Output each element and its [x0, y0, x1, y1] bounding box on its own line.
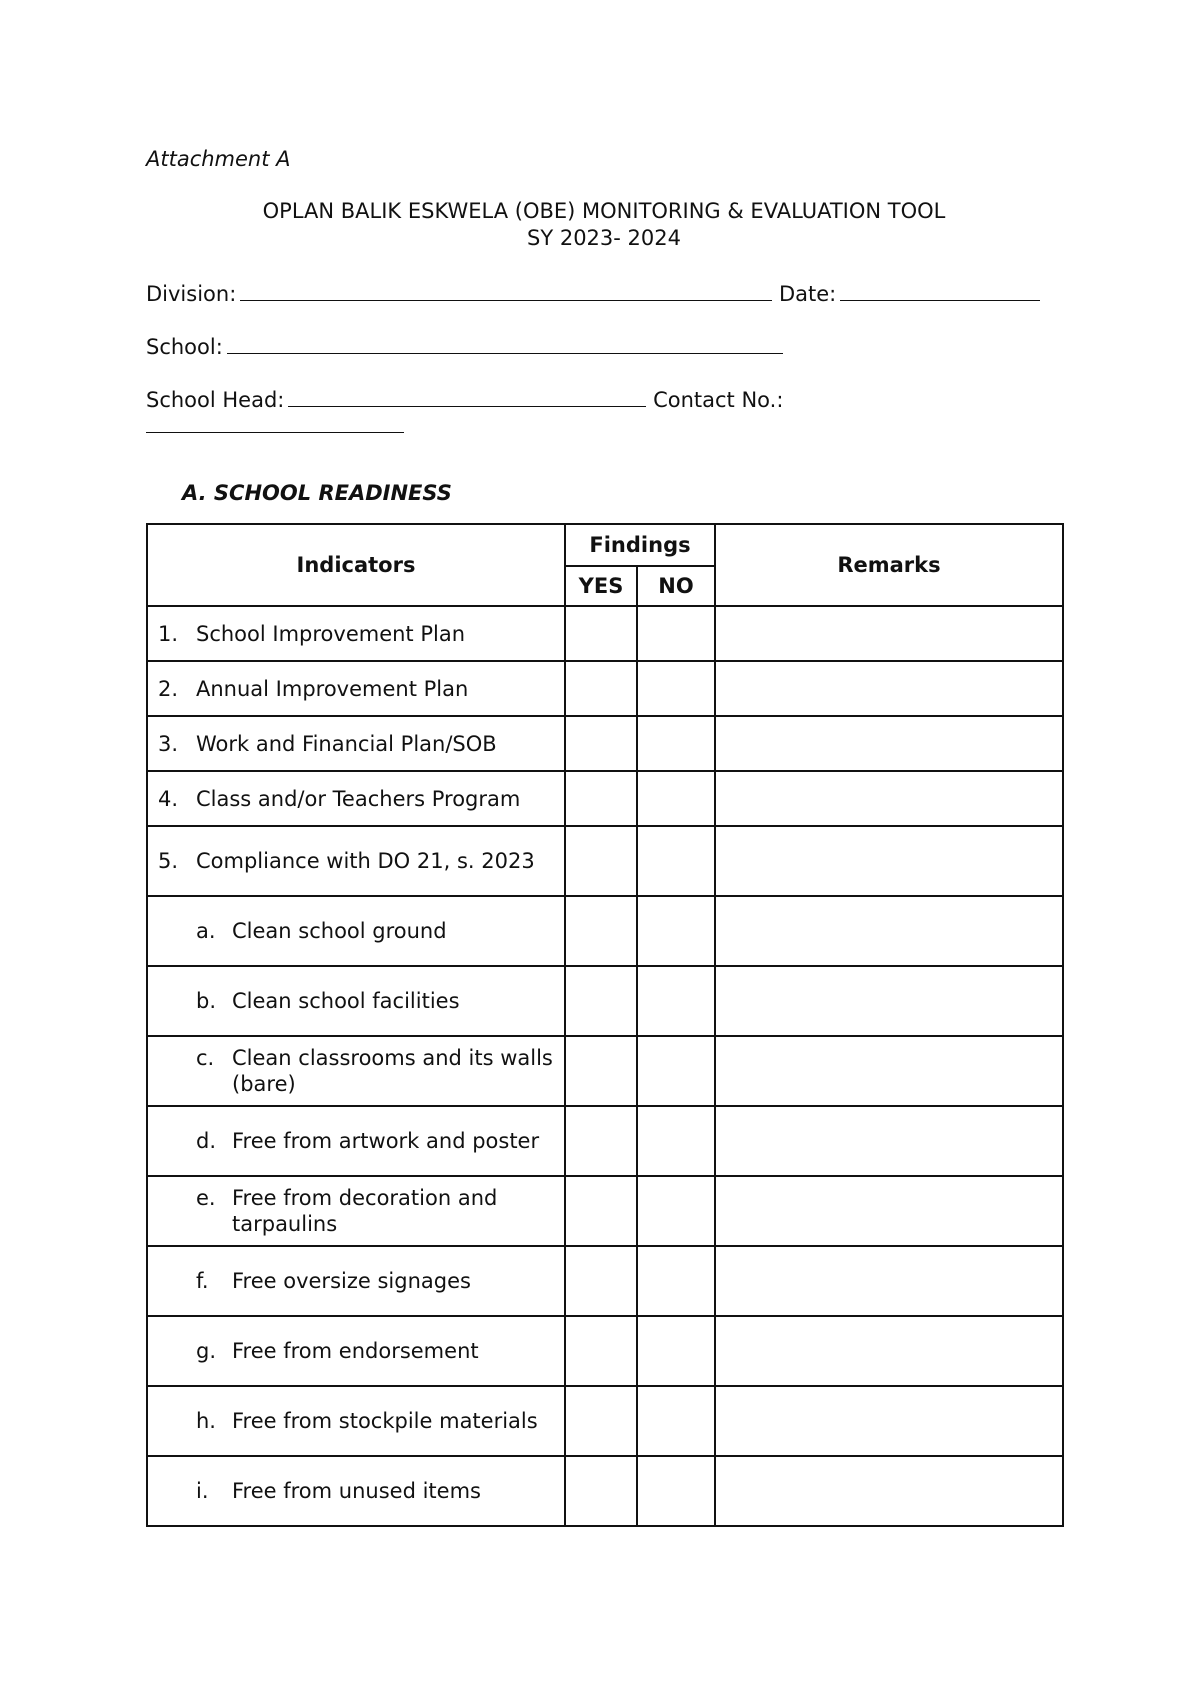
indicator-text: Free from unused items [232, 1479, 481, 1503]
indicator-number: f. [196, 1269, 209, 1293]
indicator-text: Clean school ground [232, 919, 447, 943]
date-label: Date: [778, 282, 837, 306]
indicator-number: 3. [158, 731, 179, 756]
indicator-cell [147, 1246, 565, 1316]
table-row [147, 896, 1063, 966]
contact-line-continued [146, 412, 404, 439]
remarks-cell[interactable] [715, 1106, 1063, 1176]
indicator-number: b. [196, 989, 217, 1013]
indicator-cell [147, 966, 565, 1036]
school-blank[interactable] [227, 333, 783, 354]
indicator-cell [147, 606, 565, 661]
date-blank[interactable] [840, 280, 1040, 301]
yes-cell[interactable] [565, 661, 637, 716]
indicator-text: Free from artwork and poster [232, 1129, 540, 1153]
indicator-cell [147, 1176, 565, 1246]
indicator-cell [147, 1106, 565, 1176]
no-cell[interactable] [637, 1036, 715, 1106]
no-cell[interactable] [637, 661, 715, 716]
yes-cell[interactable] [565, 1316, 637, 1386]
table-row [147, 1246, 1063, 1316]
yes-cell[interactable] [565, 966, 637, 1036]
table-row [147, 826, 1063, 896]
indicator-text: Clean classrooms and its walls (bare) [232, 1046, 553, 1096]
table-row [147, 1106, 1063, 1176]
no-cell[interactable] [637, 1106, 715, 1176]
remarks-cell[interactable] [715, 826, 1063, 896]
indicator-text: Free from endorsement [232, 1339, 479, 1363]
yes-cell[interactable] [565, 1036, 637, 1106]
contact-blank[interactable] [146, 412, 404, 433]
yes-header: YES [565, 566, 637, 606]
indicator-text: School Improvement Plan [196, 621, 466, 646]
indicators-header: Indicators [147, 524, 565, 606]
remarks-cell[interactable] [715, 1316, 1063, 1386]
indicator-number: c. [196, 1046, 215, 1070]
no-cell[interactable] [637, 606, 715, 661]
indicator-number: 2. [158, 676, 179, 701]
indicator-cell [147, 716, 565, 771]
indicator-number: a. [196, 919, 216, 943]
indicator-text: Work and Financial Plan/SOB [196, 731, 497, 756]
indicator-number: h. [196, 1409, 216, 1433]
remarks-cell[interactable] [715, 1246, 1063, 1316]
table-row [147, 606, 1063, 661]
school-line [146, 333, 783, 360]
indicator-text: Compliance with DO 21, s. 2023 [196, 849, 535, 873]
indicator-text: Annual Improvement Plan [196, 676, 469, 701]
yes-cell[interactable] [565, 716, 637, 771]
yes-cell[interactable] [565, 606, 637, 661]
school-label: School: [146, 335, 223, 359]
no-cell[interactable] [637, 1176, 715, 1246]
table-row [147, 1036, 1063, 1106]
yes-cell[interactable] [565, 1246, 637, 1316]
no-cell[interactable] [637, 1316, 715, 1386]
indicator-text: Free from stockpile materials [232, 1409, 538, 1433]
document-title [146, 198, 1062, 252]
attachment-label: Attachment A [146, 147, 291, 171]
indicator-cell [147, 1386, 565, 1456]
title-line-2: SY 2023- 2024 [527, 226, 681, 250]
indicator-cell [147, 896, 565, 966]
no-cell[interactable] [637, 1246, 715, 1316]
remarks-cell[interactable] [715, 606, 1063, 661]
no-cell[interactable] [637, 716, 715, 771]
indicator-text: Clean school facilities [232, 989, 460, 1013]
remarks-cell[interactable] [715, 966, 1063, 1036]
remarks-cell[interactable] [715, 771, 1063, 826]
table-row [147, 661, 1063, 716]
table-row [147, 1456, 1063, 1526]
division-date-line [146, 280, 1040, 307]
remarks-cell[interactable] [715, 1456, 1063, 1526]
no-cell[interactable] [637, 826, 715, 896]
section-heading: A. SCHOOL READINESS [182, 481, 452, 505]
indicator-cell [147, 661, 565, 716]
indicator-cell [147, 826, 565, 896]
yes-cell[interactable] [565, 771, 637, 826]
title-line-1: OPLAN BALIK ESKWELA (OBE) MONITORING & EVALUATION TOOL [262, 199, 946, 223]
school-head-blank[interactable] [288, 386, 646, 407]
readiness-table [146, 523, 1064, 1527]
indicator-cell [147, 1036, 565, 1106]
remarks-cell[interactable] [715, 716, 1063, 771]
remarks-header: Remarks [715, 524, 1063, 606]
no-cell[interactable] [637, 1386, 715, 1456]
school-head-label: School Head: [146, 388, 285, 412]
division-blank[interactable] [240, 280, 772, 301]
no-cell[interactable] [637, 1456, 715, 1526]
indicator-number: g. [196, 1339, 217, 1363]
table-row [147, 1386, 1063, 1456]
no-cell[interactable] [637, 966, 715, 1036]
remarks-cell[interactable] [715, 1176, 1063, 1246]
yes-cell[interactable] [565, 1386, 637, 1456]
indicator-text: Free from decoration and tarpaulins [232, 1186, 498, 1236]
no-cell[interactable] [637, 771, 715, 826]
findings-header: Findings [565, 524, 715, 566]
school-head-line [146, 386, 783, 413]
indicator-number: i. [196, 1479, 209, 1503]
table-row [147, 716, 1063, 771]
contact-label: Contact No.: [653, 388, 784, 412]
indicator-cell [147, 1456, 565, 1526]
remarks-cell[interactable] [715, 661, 1063, 716]
remarks-cell[interactable] [715, 1036, 1063, 1106]
yes-cell[interactable] [565, 1176, 637, 1246]
indicator-cell [147, 771, 565, 826]
indicator-number: 5. [158, 849, 179, 873]
table-row [147, 1316, 1063, 1386]
indicator-number: 4. [158, 786, 179, 811]
indicator-number: d. [196, 1129, 217, 1153]
no-header: NO [637, 566, 715, 606]
indicator-number: e. [196, 1186, 216, 1210]
yes-cell[interactable] [565, 896, 637, 966]
table-row [147, 771, 1063, 826]
remarks-cell[interactable] [715, 1386, 1063, 1456]
yes-cell[interactable] [565, 826, 637, 896]
table-row [147, 966, 1063, 1036]
remarks-cell[interactable] [715, 896, 1063, 966]
indicator-text: Free oversize signages [232, 1269, 471, 1293]
indicator-cell [147, 1316, 565, 1386]
yes-cell[interactable] [565, 1106, 637, 1176]
indicator-text: Class and/or Teachers Program [196, 786, 521, 811]
indicator-number: 1. [158, 621, 179, 646]
no-cell[interactable] [637, 896, 715, 966]
yes-cell[interactable] [565, 1456, 637, 1526]
division-label: Division: [146, 282, 237, 306]
table-row [147, 1176, 1063, 1246]
